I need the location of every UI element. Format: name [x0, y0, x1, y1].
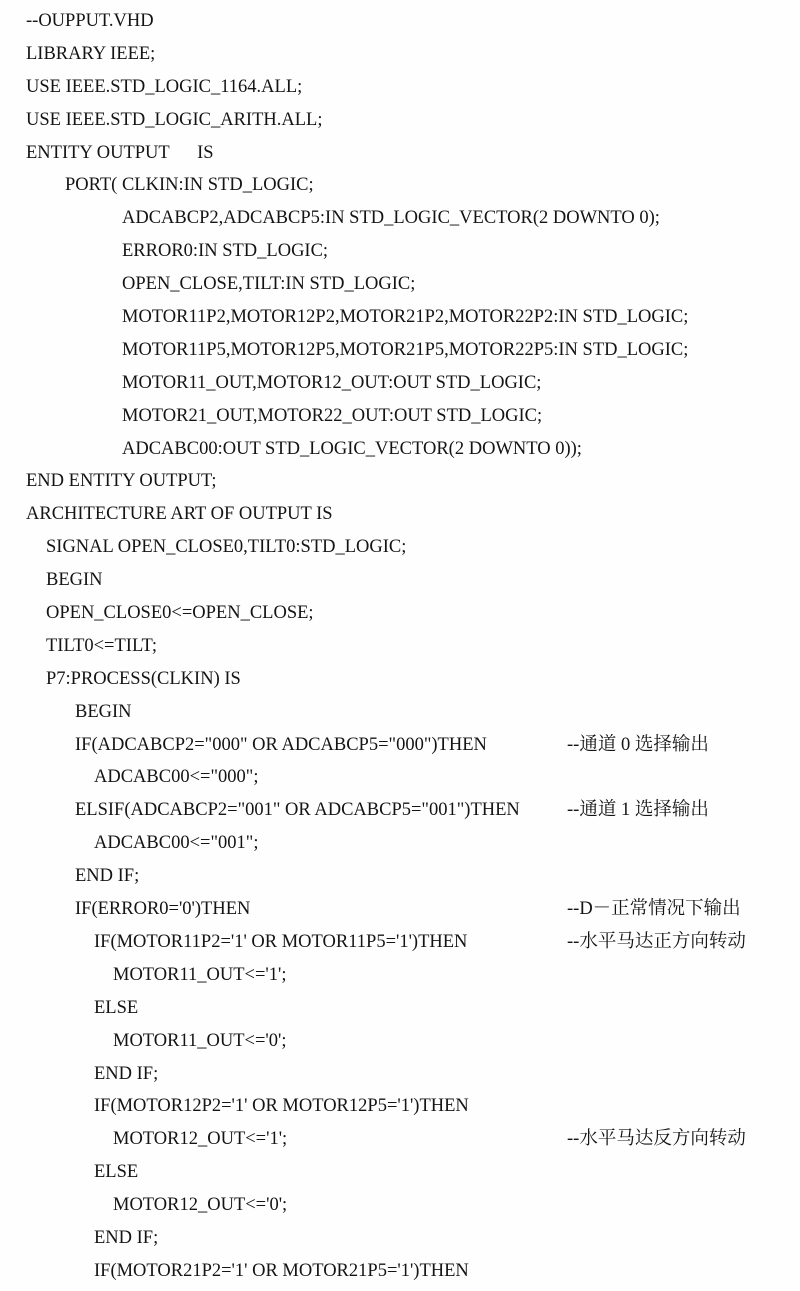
code-text: IF(ADCABCP2="000" OR ADCABCP5="000")THEN	[75, 734, 487, 755]
code-text: P7:PROCESS(CLKIN) IS	[46, 668, 241, 689]
code-text: END IF;	[75, 866, 140, 887]
code-text: ARCHITECTURE ART OF OUTPUT IS	[26, 504, 333, 525]
code-text: ADCABC00<="000";	[94, 767, 259, 788]
code-comment: --水平马达反方向转动	[567, 1129, 746, 1150]
code-line	[0, 696, 800, 729]
code-line	[0, 564, 800, 597]
code-text: MOTOR11_OUT,MOTOR12_OUT:OUT STD_LOGIC;	[122, 372, 542, 393]
code-line	[0, 498, 800, 531]
code-text: ADCABCP2,ADCABCP5:IN STD_LOGIC_VECTOR(2 DOWNTO 0);	[122, 208, 660, 229]
code-line	[0, 630, 800, 663]
code-line	[0, 5, 800, 38]
code-line	[0, 761, 800, 794]
code-line	[0, 729, 800, 762]
code-text: ADCABC00<="001";	[94, 833, 259, 854]
code-line	[0, 400, 800, 433]
code-text: END IF;	[94, 1227, 159, 1248]
code-text: MOTOR21_OUT,MOTOR22_OUT:OUT STD_LOGIC;	[122, 405, 543, 426]
code-line	[0, 597, 800, 630]
code-line	[0, 38, 800, 71]
code-text: MOTOR12_OUT<='1';	[113, 1129, 288, 1150]
code-text: MOTOR11_OUT<='1';	[113, 964, 287, 985]
code-text: MOTOR11_OUT<='0';	[113, 1030, 287, 1051]
code-line	[0, 71, 800, 104]
code-comment: --D－正常情况下输出	[567, 899, 741, 920]
code-text: OPEN_CLOSE,TILT:IN STD_LOGIC;	[122, 274, 416, 295]
code-text: ENTITY OUTPUT IS	[26, 142, 214, 163]
code-text: MOTOR12_OUT<='0';	[113, 1195, 288, 1216]
code-text: IF(ERROR0='0')THEN	[75, 899, 251, 920]
code-text: SIGNAL OPEN_CLOSE0,TILT0:STD_LOGIC;	[46, 537, 407, 558]
code-text: BEGIN	[46, 570, 103, 591]
code-text: ADCABC00:OUT STD_LOGIC_VECTOR(2 DOWNTO 0));	[122, 438, 582, 459]
code-text: MOTOR11P2,MOTOR12P2,MOTOR21P2,MOTOR22P2:IN STD_LOGIC;	[122, 307, 689, 328]
code-line	[0, 1058, 800, 1091]
code-text: --OUPPUT.VHD	[26, 11, 154, 31]
code-line	[0, 860, 800, 893]
code-line	[0, 202, 800, 235]
code-comment: --通道 0 选择输出	[567, 734, 709, 755]
code-text: IF(MOTOR21P2='1' OR MOTOR21P5='1')THEN	[94, 1260, 469, 1281]
code-line	[0, 926, 800, 959]
code-text: TILT0<=TILT;	[46, 635, 157, 656]
code-text: USE IEEE.STD_LOGIC_ARITH.ALL;	[26, 109, 323, 130]
code-line	[0, 367, 800, 400]
code-line	[0, 268, 800, 301]
code-text: PORT( CLKIN:IN STD_LOGIC;	[65, 175, 314, 196]
code-line	[0, 334, 800, 367]
code-text: ELSIF(ADCABCP2="001" OR ADCABCP5="001")THEN	[75, 800, 520, 821]
code-line	[0, 301, 800, 334]
code-text: END ENTITY OUTPUT;	[26, 471, 217, 492]
code-line	[0, 827, 800, 860]
code-text: IF(MOTOR11P2='1' OR MOTOR11P5='1')THEN	[94, 931, 468, 952]
code-line	[0, 959, 800, 992]
code-text: MOTOR11P5,MOTOR12P5,MOTOR21P5,MOTOR22P5:IN STD_LOGIC;	[122, 339, 689, 360]
code-line	[0, 663, 800, 696]
code-text: ERROR0:IN STD_LOGIC;	[122, 241, 329, 262]
code-line	[0, 794, 800, 827]
code-text: ELSE	[94, 1162, 139, 1183]
code-line	[0, 235, 800, 268]
code-line	[0, 169, 800, 202]
code-line	[0, 1156, 800, 1189]
code-text: ELSE	[94, 997, 139, 1018]
code-line	[0, 1090, 800, 1123]
code-line	[0, 1189, 800, 1222]
code-line	[0, 1025, 800, 1058]
code-text: LIBRARY IEEE;	[26, 43, 156, 64]
code-line	[0, 433, 800, 466]
code-line	[0, 137, 800, 170]
code-comment: --水平马达正方向转动	[567, 931, 746, 952]
code-line	[0, 1123, 800, 1156]
code-text: BEGIN	[75, 701, 132, 722]
code-comment: --通道 1 选择输出	[567, 800, 709, 821]
code-line	[0, 992, 800, 1025]
code-text: OPEN_CLOSE0<=OPEN_CLOSE;	[46, 603, 314, 624]
code-line	[0, 893, 800, 926]
code-line	[0, 531, 800, 564]
code-line	[0, 1255, 800, 1288]
code-line	[0, 1222, 800, 1255]
code-text: END IF;	[94, 1063, 159, 1084]
code-line	[0, 104, 800, 137]
code-text: IF(MOTOR12P2='1' OR MOTOR12P5='1')THEN	[94, 1096, 469, 1117]
code-text: USE IEEE.STD_LOGIC_1164.ALL;	[26, 76, 303, 97]
code-line	[0, 465, 800, 498]
